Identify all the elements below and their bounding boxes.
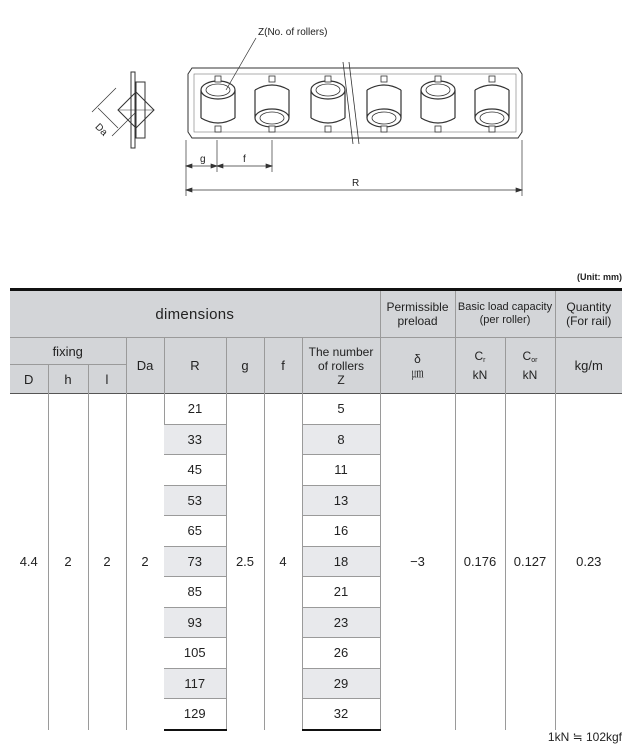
cell-z: 21	[302, 577, 380, 608]
header-col-z: The number of rollers Z	[302, 338, 380, 394]
cell-z: 5	[302, 394, 380, 425]
cell-h: 2	[48, 394, 88, 730]
table-body	[10, 394, 622, 730]
cell-r: 129	[164, 699, 226, 730]
dim-label-g: g	[200, 154, 206, 165]
cell-r: 105	[164, 638, 226, 669]
cell-quantity: 0.23	[555, 394, 622, 730]
cell-z: 13	[302, 485, 380, 516]
cell-r: 117	[164, 668, 226, 699]
footnote-conversion: 1kN ≒ 102kgf	[547, 730, 622, 744]
specification-table	[10, 288, 622, 731]
header-col-cr: $C_r$ kN	[455, 338, 505, 394]
cell-l: 2	[88, 394, 126, 730]
header-quantity: Quantity (For rail)	[555, 290, 622, 338]
cell-z: 23	[302, 607, 380, 638]
cell-z: 26	[302, 638, 380, 669]
dim-label-f: f	[243, 154, 246, 165]
cell-cr: 0.176	[455, 394, 505, 730]
cell-r: 45	[164, 455, 226, 486]
unit-note: (Unit: mm)	[577, 272, 622, 282]
header-col-kgm: kg/m	[555, 338, 622, 394]
cell-f: 4	[264, 394, 302, 730]
header-col-g: g	[226, 338, 264, 394]
cell-preload: −3	[380, 394, 455, 730]
header-col-l: l	[88, 365, 126, 394]
cell-z: 29	[302, 668, 380, 699]
header-permissible-preload: Permissible preload	[380, 290, 455, 338]
cell-r: 73	[164, 546, 226, 577]
header-col-d: D	[10, 365, 48, 394]
header-basic-load: Basic load capacity (per roller)	[455, 290, 555, 338]
header-col-delta: δ ㎛	[380, 338, 455, 394]
header-col-f: f	[264, 338, 302, 394]
cell-da: 2	[126, 394, 164, 730]
table-row	[10, 394, 622, 425]
cell-r: 53	[164, 485, 226, 516]
cell-d: 4.4	[10, 394, 48, 730]
roller-count-label: Z(No. of rollers)	[258, 27, 328, 38]
cell-cor: 0.127	[505, 394, 555, 730]
cell-r: 65	[164, 516, 226, 547]
dim-label-da: Da	[92, 121, 110, 139]
cell-r: 33	[164, 424, 226, 455]
header-col-h: h	[48, 365, 88, 394]
cell-r: 85	[164, 577, 226, 608]
cell-z: 16	[302, 516, 380, 547]
cell-g: 2.5	[226, 394, 264, 730]
header-dimensions: dimensions	[10, 290, 380, 338]
header-col-da: Da	[126, 338, 164, 394]
header-fixing: fixing	[10, 338, 126, 365]
cell-z: 11	[302, 455, 380, 486]
cell-z: 32	[302, 699, 380, 730]
header-col-r: R	[164, 338, 226, 394]
cell-z: 18	[302, 546, 380, 577]
cell-z: 8	[302, 424, 380, 455]
cage-front-view	[188, 62, 522, 144]
dim-label-r: R	[352, 178, 360, 189]
cell-r: 93	[164, 607, 226, 638]
header-col-cor: $C_{or}$ kN	[505, 338, 555, 394]
cell-r: 21	[164, 394, 226, 425]
roller-cage-drawing	[0, 0, 630, 260]
